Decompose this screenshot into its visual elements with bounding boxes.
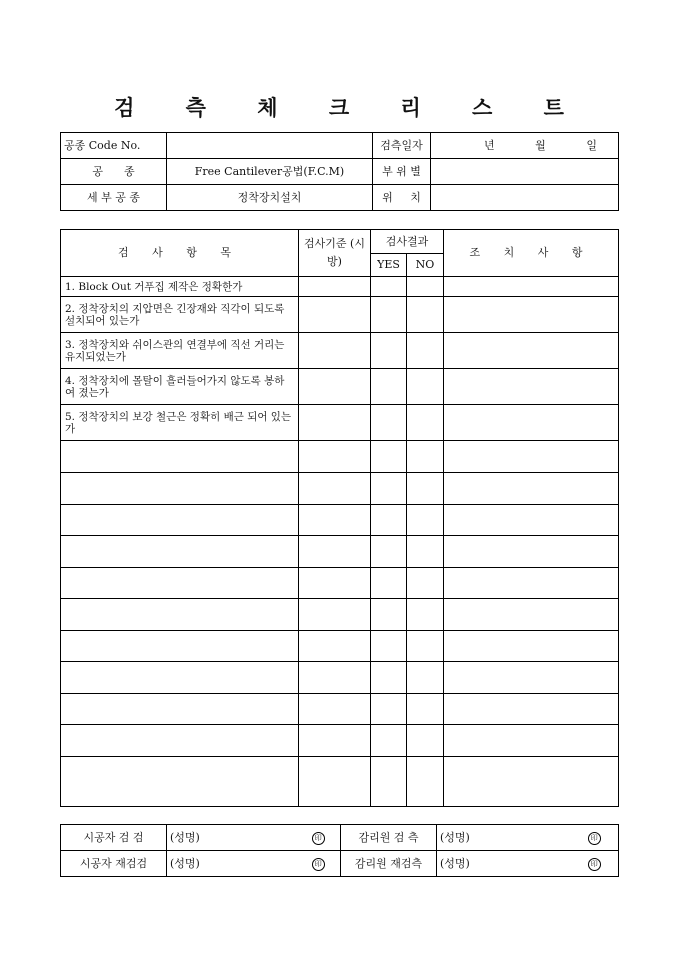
supervisor-reinspection-name[interactable]: (성명) bbox=[437, 851, 571, 877]
action-cell[interactable] bbox=[444, 599, 619, 631]
action-cell[interactable] bbox=[444, 725, 619, 757]
yes-cell[interactable] bbox=[371, 662, 407, 694]
no-cell[interactable] bbox=[407, 757, 444, 807]
check-item: 4. 정착장치에 몰탈이 흘러들어가지 않도록 봉하여 졌는가 bbox=[61, 369, 299, 405]
section-field[interactable] bbox=[431, 159, 619, 185]
table-row bbox=[61, 441, 619, 473]
no-cell[interactable] bbox=[407, 568, 444, 599]
yes-cell[interactable] bbox=[371, 505, 407, 536]
standard-cell[interactable] bbox=[299, 631, 371, 662]
item-cell[interactable] bbox=[61, 536, 299, 568]
table-row bbox=[61, 725, 619, 757]
action-cell[interactable] bbox=[444, 441, 619, 473]
inspection-date-label: 검측일자 bbox=[373, 133, 431, 159]
table-row bbox=[61, 297, 619, 333]
standard-cell[interactable] bbox=[299, 757, 371, 807]
no-cell[interactable] bbox=[407, 536, 444, 568]
table-row bbox=[61, 505, 619, 536]
check-item: 5. 정착장치의 보강 철근은 정확히 배근 되어 있는가 bbox=[61, 405, 299, 441]
action-cell[interactable] bbox=[444, 405, 619, 441]
table-row bbox=[61, 631, 619, 662]
check-item: 1. Block Out 거푸집 제작은 정확한가 bbox=[61, 277, 299, 297]
work-type-field[interactable]: Free Cantilever공법(F.C.M) bbox=[167, 159, 373, 185]
action-cell[interactable] bbox=[444, 694, 619, 725]
contractor-inspection-label: 시공자 검 검 bbox=[61, 825, 167, 851]
col-no-header: NO bbox=[407, 254, 444, 277]
yes-cell[interactable] bbox=[371, 297, 407, 333]
item-cell[interactable] bbox=[61, 757, 299, 807]
no-cell[interactable] bbox=[407, 405, 444, 441]
yes-cell[interactable] bbox=[371, 757, 407, 807]
work-code-label: 공종 Code No. bbox=[61, 133, 167, 159]
item-cell[interactable] bbox=[61, 631, 299, 662]
item-cell[interactable] bbox=[61, 599, 299, 631]
supervisor-inspection-name[interactable]: (성명) bbox=[437, 825, 571, 851]
table-row bbox=[61, 369, 619, 405]
action-cell[interactable] bbox=[444, 631, 619, 662]
standard-cell[interactable] bbox=[299, 505, 371, 536]
yes-cell[interactable] bbox=[371, 333, 407, 369]
detail-work-field[interactable]: 정착장치설치 bbox=[167, 185, 373, 211]
contractor-reinspection-name[interactable]: (성명) bbox=[167, 851, 297, 877]
date-day-label: 일 bbox=[586, 138, 597, 152]
col-items-header: 검 사 항 목 bbox=[61, 230, 299, 277]
date-year-label: 년 bbox=[484, 138, 495, 152]
yes-cell[interactable] bbox=[371, 536, 407, 568]
no-cell[interactable] bbox=[407, 631, 444, 662]
signature-table bbox=[60, 824, 619, 877]
col-action-header: 조 치 사 항 bbox=[444, 230, 619, 277]
yes-cell[interactable] bbox=[371, 441, 407, 473]
yes-cell[interactable] bbox=[371, 277, 407, 297]
standard-cell[interactable] bbox=[299, 297, 371, 333]
date-month-label: 월 bbox=[535, 138, 546, 152]
action-cell[interactable] bbox=[444, 473, 619, 505]
location-label: 위 치 bbox=[373, 185, 431, 211]
standard-cell[interactable] bbox=[299, 441, 371, 473]
action-cell[interactable] bbox=[444, 369, 619, 405]
action-cell[interactable] bbox=[444, 757, 619, 807]
action-cell[interactable] bbox=[444, 277, 619, 297]
action-cell[interactable] bbox=[444, 333, 619, 369]
inspection-date-field[interactable] bbox=[431, 133, 619, 159]
table-row bbox=[61, 277, 619, 297]
item-cell[interactable] bbox=[61, 441, 299, 473]
standard-cell[interactable] bbox=[299, 568, 371, 599]
check-item: 2. 정착장치의 지압면은 긴장재와 직각이 되도록 설치되어 있는가 bbox=[61, 297, 299, 333]
col-standard-header: 검사기준 (시방) bbox=[299, 230, 371, 277]
no-cell[interactable] bbox=[407, 369, 444, 405]
no-cell[interactable] bbox=[407, 725, 444, 757]
no-cell[interactable] bbox=[407, 473, 444, 505]
standard-cell[interactable] bbox=[299, 277, 371, 297]
standard-cell[interactable] bbox=[299, 473, 371, 505]
inspection-table bbox=[60, 229, 619, 807]
seal-icon: 印 bbox=[312, 832, 325, 845]
yes-cell[interactable] bbox=[371, 473, 407, 505]
item-cell[interactable] bbox=[61, 505, 299, 536]
item-cell[interactable] bbox=[61, 725, 299, 757]
table-row bbox=[61, 757, 619, 807]
table-row bbox=[61, 568, 619, 599]
item-cell[interactable] bbox=[61, 473, 299, 505]
yes-cell[interactable] bbox=[371, 369, 407, 405]
action-cell[interactable] bbox=[444, 568, 619, 599]
table-row bbox=[61, 694, 619, 725]
seal-icon: 印 bbox=[588, 832, 601, 845]
contractor-reinspection-label: 시공자 재검검 bbox=[61, 851, 167, 877]
standard-cell[interactable] bbox=[299, 536, 371, 568]
action-cell[interactable] bbox=[444, 536, 619, 568]
yes-cell[interactable] bbox=[371, 631, 407, 662]
standard-cell[interactable] bbox=[299, 725, 371, 757]
no-cell[interactable] bbox=[407, 441, 444, 473]
no-cell[interactable] bbox=[407, 662, 444, 694]
standard-cell[interactable] bbox=[299, 662, 371, 694]
section-label: 부 위 별 bbox=[373, 159, 431, 185]
detail-work-label: 세 부 공 종 bbox=[61, 185, 167, 211]
no-cell[interactable] bbox=[407, 505, 444, 536]
contractor-inspection-name[interactable]: (성명) bbox=[167, 825, 297, 851]
no-cell[interactable] bbox=[407, 333, 444, 369]
item-cell[interactable] bbox=[61, 694, 299, 725]
no-cell[interactable] bbox=[407, 599, 444, 631]
action-cell[interactable] bbox=[444, 505, 619, 536]
yes-cell[interactable] bbox=[371, 568, 407, 599]
standard-cell[interactable] bbox=[299, 694, 371, 725]
item-cell[interactable] bbox=[61, 568, 299, 599]
item-cell[interactable] bbox=[61, 662, 299, 694]
work-code-field[interactable] bbox=[167, 133, 373, 159]
yes-cell[interactable] bbox=[371, 405, 407, 441]
action-cell[interactable] bbox=[444, 297, 619, 333]
action-cell[interactable] bbox=[444, 662, 619, 694]
standard-cell[interactable] bbox=[299, 599, 371, 631]
col-yes-header: YES bbox=[371, 254, 407, 277]
table-row bbox=[61, 599, 619, 631]
table-row bbox=[61, 536, 619, 568]
header-table bbox=[60, 132, 619, 211]
table-row bbox=[61, 662, 619, 694]
col-result-header: 검사결과 bbox=[371, 230, 444, 254]
supervisor-inspection-label: 감리원 검 측 bbox=[341, 825, 437, 851]
seal-icon: 印 bbox=[312, 858, 325, 871]
standard-cell[interactable] bbox=[299, 369, 371, 405]
seal-icon: 印 bbox=[588, 858, 601, 871]
page-title: 검 측 체 크 리 스 트 bbox=[114, 95, 586, 120]
check-item: 3. 정착장치와 쉬이스관의 연결부에 직선 거리는 유지되었는가 bbox=[61, 333, 299, 369]
yes-cell[interactable] bbox=[371, 725, 407, 757]
yes-cell[interactable] bbox=[371, 694, 407, 725]
work-type-label: 공 종 bbox=[61, 159, 167, 185]
table-row bbox=[61, 405, 619, 441]
standard-cell[interactable] bbox=[299, 333, 371, 369]
location-field[interactable] bbox=[431, 185, 619, 211]
table-row bbox=[61, 333, 619, 369]
table-row bbox=[61, 473, 619, 505]
yes-cell[interactable] bbox=[371, 599, 407, 631]
no-cell[interactable] bbox=[407, 694, 444, 725]
standard-cell[interactable] bbox=[299, 405, 371, 441]
no-cell[interactable] bbox=[407, 277, 444, 297]
no-cell[interactable] bbox=[407, 297, 444, 333]
supervisor-reinspection-label: 감리원 재검측 bbox=[341, 851, 437, 877]
